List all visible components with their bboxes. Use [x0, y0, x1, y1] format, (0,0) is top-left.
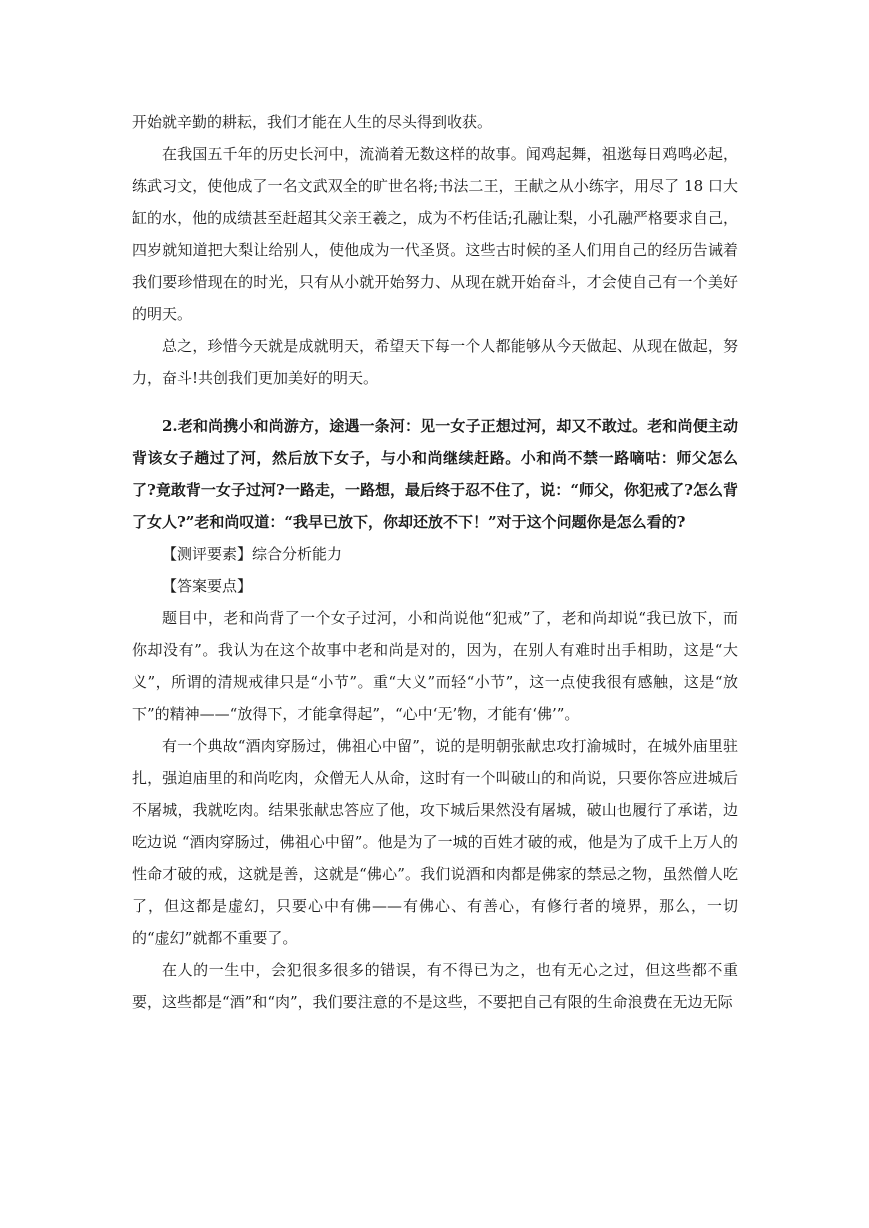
paragraph-history-stories: 在我国五千年的历史长河中，流淌着无数这样的故事。闻鸡起舞，祖逖每日鸡鸣必起，练武习文，使他成了一名文武双全的旷世名将;书法二王，王献之从小练字，用尽了 18 口大缸的水，他的成绩甚至赶超其父亲王羲之，成为不朽佳话;孔融让梨，小孔融严格要求自己，四岁就知道把大梨让给别人，使他成为一代圣贤。这些古时候的圣人们用自己的经历告诫着我们要珍惜现在的时光，只有从小就开始努力、从现在就开始奋斗，才会使自己有一个美好的明天。	[132, 145, 738, 323]
answer-paragraph-3: 在人的一生中，会犯很多很多的错误，有不得已为之，也有无心之过，但这些都不重要，这些都是“酒”和“肉”，我们要注意的不是这些，不要把自己有限的生命浪费在无边无际	[132, 961, 738, 1011]
paragraph-continued: 开始就辛勤的耕耘，我们才能在人生的尽头得到收获。	[132, 113, 493, 131]
evaluation-element-label: 【测评要素】综合分析能力	[162, 545, 343, 563]
answer-paragraph-2: 有一个典故“酒肉穿肠过，佛祖心中留”，说的是明朝张献忠攻打渝城时，在城外庙里驻扎，强迫庙里的和尚吃肉，众僧无人从命，这时有一个叫破山的和尚说，只要你答应进城后不屠城，我就吃肉。结果张献忠答应了他，攻下城后果然没有屠城，破山也履行了承诺，边吃边说 “酒肉穿肠过，佛祖心中留”。他是为了一城的百姓才破的戒，他是为了成千上万人的性命才破的戒，这就是善，这就是“佛心”。我们说酒和肉都是佛家的禁忌之物，虽然僧人吃了，但这都是虚幻，只要心中有佛——有佛心、有善心，有修行者的境界，那么，一切的“虚幻”就都不重要了。	[132, 737, 738, 947]
question-2-prompt: 2.老和尚携小和尚游方，途遇一条河：见一女子正想过河，却又不敢过。老和尚便主动背该女子趟过了河，然后放下女子，与小和尚继续赶路。小和尚不禁一路嘀咕：师父怎么了?竟敢背一女子过河?一路走，一路想，最后终于忍不住了，说：“师父，你犯戒了?怎么背了女人?”老和尚叹道：“我早已放下，你却还放不下！”对于这个问题你是怎么看的?	[132, 417, 738, 531]
answer-paragraph-1: 题目中，老和尚背了一个女子过河，小和尚说他“犯戒”了，老和尚却说“我已放下，而你却没有”。我认为在这个故事中老和尚是对的，因为，在别人有难时出手相助，这是“大义”，所谓的清规戒律只是“小节”。重“大义”而轻“小节”，这一点使我很有感触，这是“放下”的精神——“放得下，才能拿得起”，“心中‘无’物，才能有‘佛’”。	[132, 609, 738, 723]
document-page	[132, 106, 738, 1018]
paragraph-conclusion: 总之，珍惜今天就是成就明天，希望天下每一个人都能够从今天做起、从现在做起，努力，奋斗!共创我们更加美好的明天。	[132, 337, 738, 387]
answer-points-label: 【答案要点】	[162, 577, 253, 595]
